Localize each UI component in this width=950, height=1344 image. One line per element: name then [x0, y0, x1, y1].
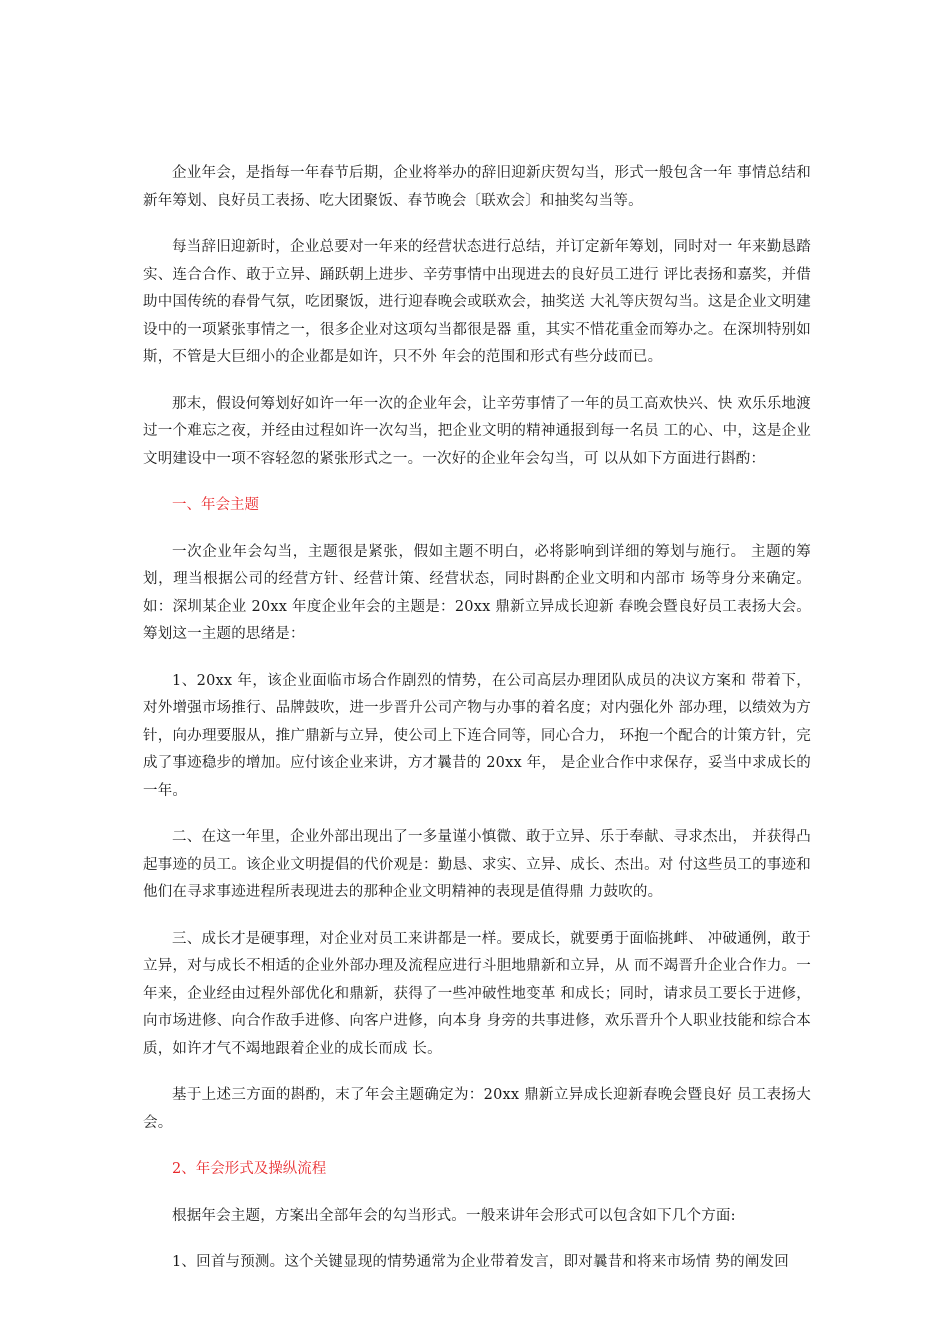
body-paragraph: 二、在这一年里，企业外部出现出了一多量谨小慎微、敢于立异、乐于奉献、寻求杰出， 并获得凸起事迹的员工。该企业文明提倡的代价观是：勤恳、求实、立异、成长、杰出。对 付这些员工的事迹和他们在寻求事迹进程所表现进去的那种企业文明精神的表现是值得鼎 力鼓吹的。	[143, 829, 811, 900]
paragraph-gap	[143, 649, 811, 668]
section-heading: 2、年会形式及操纵流程	[172, 1161, 327, 1177]
body-paragraph: 那末，假设何筹划好如许一年一次的企业年会，让辛劳事情了一年的员工高欢快兴、快 欢乐乐地渡过一个难忘之夜，并经由过程如许一次勾当，把企业文明的精神通报到每一名员 工的心、中，这是企业文明建设中一项不容轻忽的紧张形式之一。一次好的企业年会勾当，可 以从如下方面进行斟酌：	[143, 395, 811, 467]
paragraph-gap	[143, 907, 811, 926]
paragraph-gap	[143, 372, 811, 391]
paragraph-gap	[143, 805, 811, 824]
paragraph-gap	[143, 1063, 811, 1082]
paragraph-gap	[143, 473, 811, 492]
paragraph-gap	[143, 1184, 811, 1203]
paragraph-gap	[143, 215, 811, 234]
body-paragraph: 企业年会，是指每一年春节后期，企业将举办的辞旧迎新庆贺勾当，形式一般包含一年 事情总结和新年筹划、良好员工表扬、吃大团聚饭、春节晚会〔联欢会〕和抽奖勾当等。	[143, 165, 811, 209]
document-body	[143, 160, 811, 1277]
body-paragraph: 1、回首与预测。这个关键显现的情势通常为企业带着发言，即对曩昔和将来市场情 势的阐发回	[172, 1254, 789, 1270]
body-paragraph: 根据年会主题，方案出全部年会的勾当形式。一般来讲年会形式可以包含如下几个方面:	[172, 1207, 736, 1224]
body-paragraph: 一次企业年会勾当，主题很是紧张，假如主题不明白，必将影响到详细的筹划与施行。 主题的筹划，理当根据公司的经营方针、经营计策、经营状态，同时斟酌企业文明和内部市 场等身分来确定。如：深圳某企业 20xx 年度企业年会的主题是：20xx 鼎新立异成长迎新 春晚会暨良好员工表扬大会。筹划这一主题的思绪是：	[143, 543, 811, 642]
body-paragraph: 基于上述三方面的斟酌，末了年会主题确定为：20xx 鼎新立异成长迎新春晚会暨良好 员工表扬大会。	[143, 1087, 811, 1131]
paragraph-gap	[143, 1230, 811, 1249]
body-paragraph: 每当辞旧迎新时，企业总要对一年来的经营状态进行总结，并订定新年筹划，同时对一 年来勤恳踏实、连合合作、敢于立异、踊跃朝上进步、辛劳事情中出现进去的良好员工进行 评比表扬和嘉奖，并借助中国传统的春骨气氛，吃团聚饭，进行迎春晚会或联欢会，抽奖送 大礼等庆贺勾当。这是企业文明建设中的一项紧张事情之一，很多企业对这项勾当都很是器 重，其实不惜花重金而筹办之。在深圳特别如斯，不管是大巨细小的企业都是如许，只不外 年会的范围和形式有些分歧而已。	[143, 239, 811, 365]
paragraph-gap	[143, 1137, 811, 1156]
body-paragraph: 1、20xx 年，该企业面临市场合作剧烈的情势，在公司高层办理团队成员的决议方案和 带着下，对外增强市场推行、品牌鼓吹，进一步晋升公司产物与办事的着名度；对内强化外 部办理，以绩效为方针，向办理要服从，推广鼎新与立异，使公司上下连合同等，同心合力， 环抱一个配合的计策方针，完成了事迹稳步的增加。应付该企业来讲，方才曩昔的 20xx 年， 是企业合作中求保存，妥当中求成长的一年。	[143, 672, 811, 799]
paragraph-gap	[143, 520, 811, 539]
section-heading: 一、年会主题	[172, 497, 259, 513]
body-paragraph: 三、成长才是硬事理，对企业对员工来讲都是一样。要成长，就要勇于面临挑衅、 冲破通例，敢于立异，对与成长不相适的企业外部办理及流程应进行斗胆地鼎新和立异，从 而不竭晋升企业合作力。一年来，企业经由过程外部优化和鼎新，获得了一些冲破性地变革 和成长；同时，请求员工要长于进修，向市场进修、向合作敌手进修、向客户进修，向本身 身旁的共事进修，欢乐晋升个人职业技能和综合本质，如许才气不竭地跟着企业的成长而成 长。	[143, 930, 811, 1057]
